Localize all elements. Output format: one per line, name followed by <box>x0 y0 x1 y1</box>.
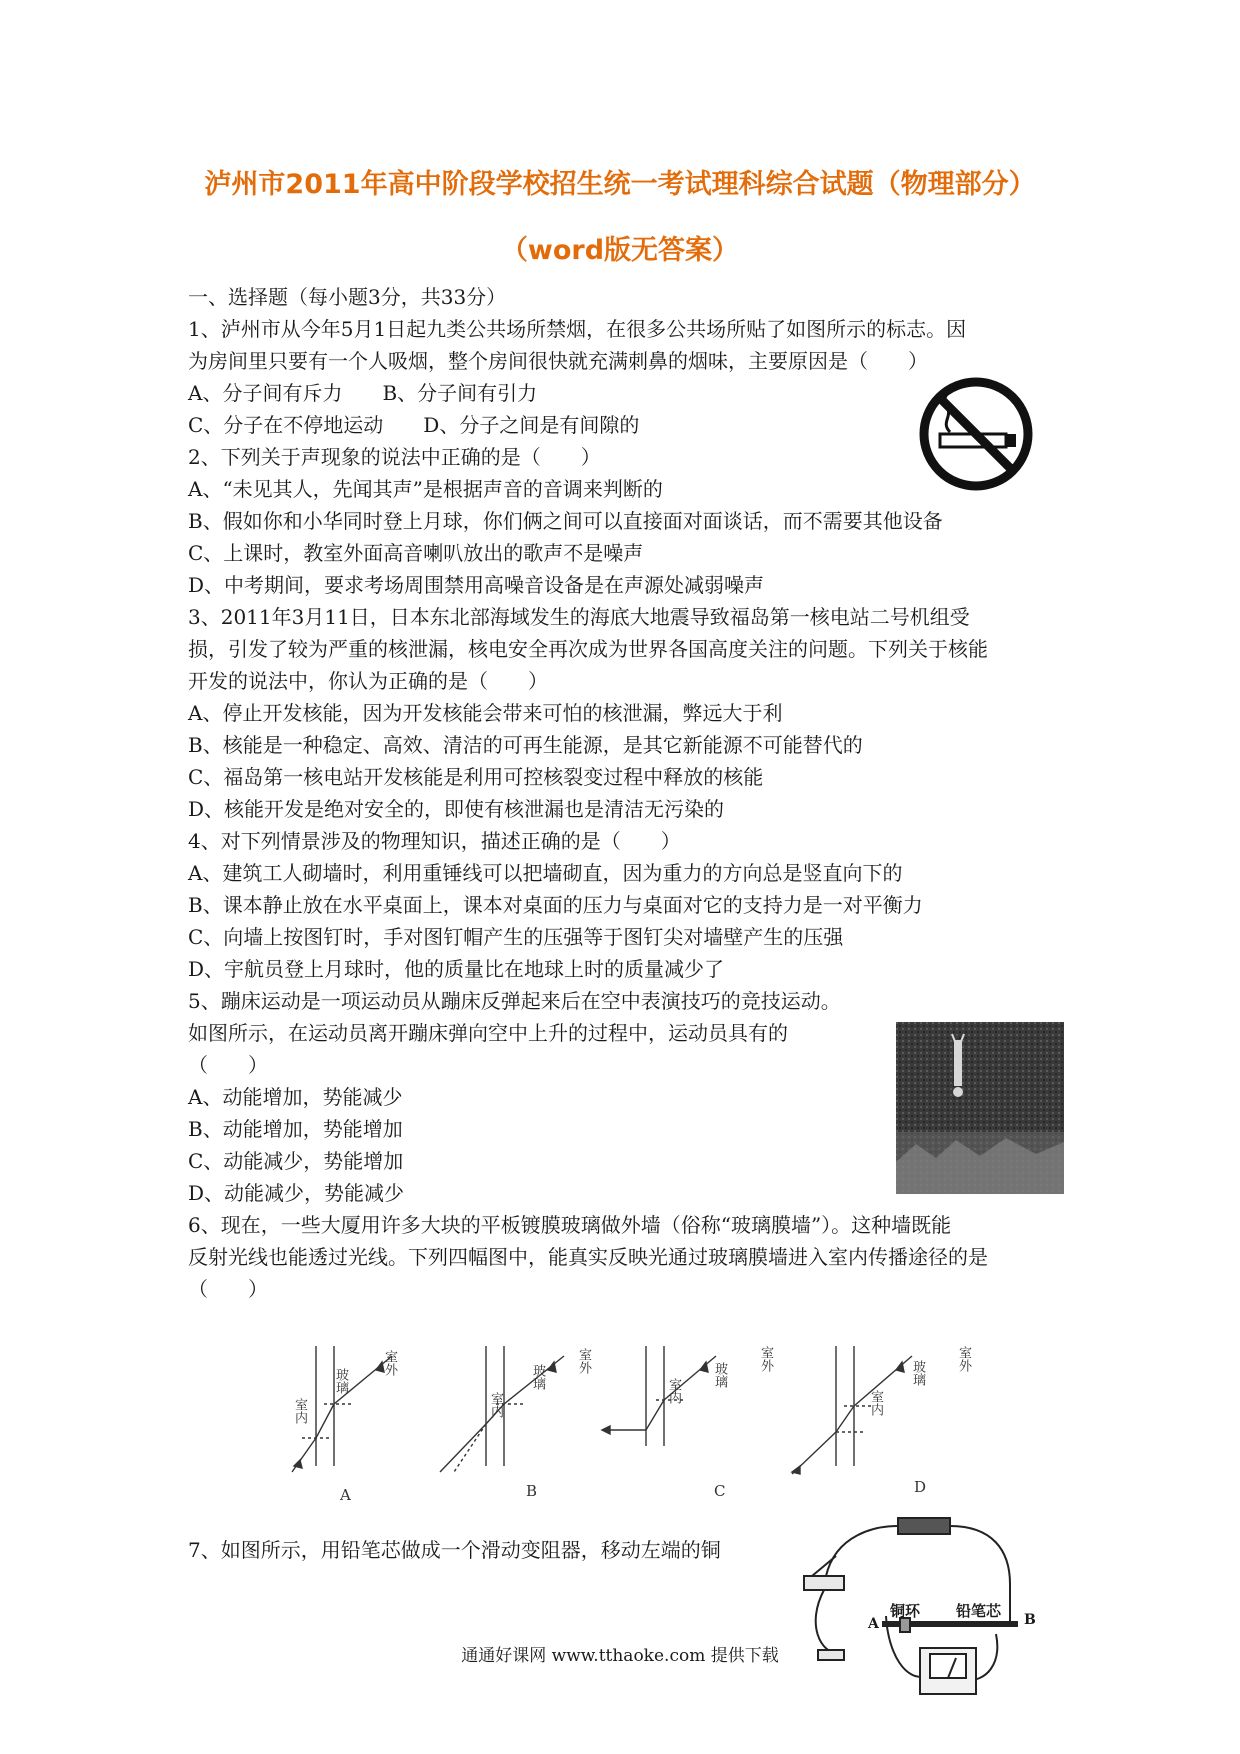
label-indoor-a: 室内 <box>292 1398 307 1424</box>
page-footer: 通通好课网 www.tthaoke.com 提供下载 <box>461 1646 779 1666</box>
label-outdoor-d: 室外 <box>956 1346 971 1372</box>
label-glass-c: 玻璃 <box>712 1362 727 1388</box>
q3-option-c: C、福岛第一核电站开发核能是利用可控核裂变过程中释放的核能 <box>188 765 764 789</box>
q3-option-b: B、核能是一种稳定、高效、清洁的可再生能源，是其它新能源不可能替代的 <box>188 733 863 757</box>
page-title: 泸州市2011年高中阶段学校招生统一考试理科综合试题（物理部分） <box>204 169 1036 200</box>
option-label-c: C <box>714 1482 726 1500</box>
section-header: 一、选择题（每小题3分，共33分） <box>188 285 507 309</box>
q4-option-d: D、宇航员登上月球时，他的质量比在地球上时的质量减少了 <box>188 957 725 981</box>
q3-stem-line: 3、2011年3月11日，日本东北部海域发生的海底大地震导致福岛第一核电站二号机组受 <box>188 605 970 629</box>
pencil-lead-rheostat-circuit-figure <box>796 1504 1052 1704</box>
label-indoor-c: 室内 <box>666 1378 681 1404</box>
q3-stem-line: 损，引发了较为严重的核泄漏，核电安全再次成为世界各国高度关注的问题。下列关于核能 <box>188 637 988 661</box>
page-subtitle: （word版无答案） <box>500 235 740 266</box>
trampoline-athlete-photo <box>896 1022 1064 1194</box>
q1-stem-line: 1、泸州市从今年5月1日起九类公共场所禁烟，在很多公共场所贴了如图所示的标志。因 <box>188 317 967 341</box>
q6-stem-line: 6、现在，一些大厦用许多大块的平板镀膜玻璃做外墙（俗称“玻璃膜墙”）。这种墙既能 <box>188 1213 952 1237</box>
q3-option-d: D、核能开发是绝对安全的，即使有核泄漏也是清洁无污染的 <box>188 797 725 821</box>
label-glass-b: 玻璃 <box>530 1364 545 1390</box>
q2-option-a: A、“未见其人，先闻其声”是根据声音的音调来判断的 <box>188 477 663 501</box>
label-glass-d: 玻璃 <box>910 1360 925 1386</box>
q5-option-d: D、动能减少，势能减少 <box>188 1181 405 1205</box>
label-outdoor-a: 室外 <box>382 1350 397 1376</box>
option-label-b: B <box>526 1482 538 1500</box>
q2-option-d: D、中考期间，要求考场周围禁用高噪音设备是在声源处减弱噪声 <box>188 573 765 597</box>
q3-option-a: A、停止开发核能，因为开发核能会带来可怕的核泄漏，弊远大于利 <box>188 701 783 725</box>
end-b-label: B <box>1024 1612 1036 1628</box>
q5-option-b: B、动能增加，势能增加 <box>188 1117 403 1141</box>
q1-option-line: C、分子在不停地运动 D、分子之间是有间隙的 <box>188 413 640 437</box>
label-glass-a: 玻璃 <box>333 1368 348 1394</box>
end-a-label: A <box>868 1616 879 1632</box>
q3-stem-line: 开发的说法中，你认为正确的是（ ） <box>188 669 548 693</box>
q1-option-line: A、分子间有斥力 B、分子间有引力 <box>188 381 538 405</box>
q6-stem-line: （ ） <box>188 1277 268 1301</box>
q5-stem-line: （ ） <box>188 1053 268 1077</box>
q7-stem-line: 7、如图所示，用铅笔芯做成一个滑动变阻器，移动左端的铜 <box>188 1538 721 1562</box>
no-smoking-sign-icon <box>918 376 1034 492</box>
q4-option-b: B、课本静止放在水平桌面上，课本对桌面的压力与桌面对它的支持力是一对平衡力 <box>188 893 923 917</box>
option-label-a: A <box>340 1486 351 1504</box>
q2-stem-line: 2、下列关于声现象的说法中正确的是（ ） <box>188 445 601 469</box>
q6-stem-line: 反射光线也能透过光线。下列四幅图中，能真实反映光通过玻璃膜墙进入室内传播途径的是 <box>188 1245 988 1269</box>
label-indoor-d: 室内 <box>868 1390 883 1416</box>
q2-option-b: B、假如你和小华同时登上月球，你们俩之间可以直接面对面谈话，而不需要其他设备 <box>188 509 943 533</box>
q5-option-a: A、动能增加，势能减少 <box>188 1085 403 1109</box>
q5-stem-line: 如图所示，在运动员离开蹦床弹向空中上升的过程中，运动员具有的 <box>188 1021 788 1045</box>
q2-option-c: C、上课时，教室外面高音喇叭放出的歌声不是噪声 <box>188 541 644 565</box>
label-outdoor-c: 室外 <box>758 1346 773 1372</box>
option-label-d: D <box>914 1478 927 1496</box>
label-outdoor-b: 室外 <box>576 1348 591 1374</box>
q1-stem-line: 为房间里只要有一个人吸烟，整个房间很快就充满刺鼻的烟味，主要原因是（ ） <box>188 349 928 373</box>
pencil-lead-label: 铅笔芯 <box>956 1602 1002 1620</box>
q5-option-c: C、动能减少，势能增加 <box>188 1149 404 1173</box>
q5-stem-line: 5、蹦床运动是一项运动员从蹦床反弹起来后在空中表演技巧的竞技运动。 <box>188 989 841 1013</box>
q4-stem-line: 4、对下列情景涉及的物理知识，描述正确的是（ ） <box>188 829 681 853</box>
label-indoor-b: 室内 <box>488 1392 503 1418</box>
q4-option-a: A、建筑工人砌墙时，利用重锤线可以把墙砌直，因为重力的方向总是竖直向下的 <box>188 861 903 885</box>
q4-option-c: C、向墙上按图钉时，手对图钉帽产生的压强等于图钉尖对墙壁产生的压强 <box>188 925 844 949</box>
copper-ring-label: 铜环 <box>890 1602 921 1620</box>
